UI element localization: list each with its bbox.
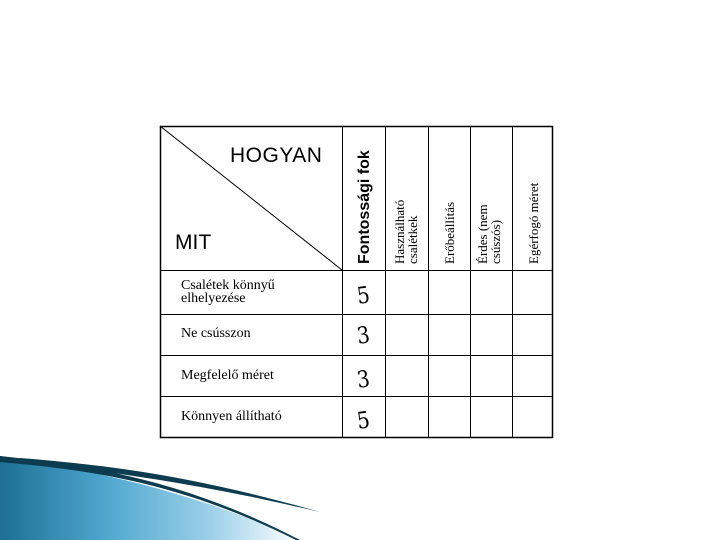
importance-score-value: 3 bbox=[354, 364, 372, 394]
importance-score bbox=[352, 280, 374, 310]
how-column-header bbox=[527, 183, 540, 264]
importance-score-value: 3 bbox=[354, 320, 372, 350]
decorative-swoosh bbox=[0, 456, 320, 540]
importance-score bbox=[352, 364, 374, 394]
row-label-line: Könnyen állítható bbox=[181, 409, 282, 424]
importance-header: Fontossági fok bbox=[356, 150, 373, 264]
how-column-header-line: Erőbeállítás bbox=[442, 201, 457, 264]
row-label bbox=[181, 369, 274, 382]
row-label-line: Megfelelő méret bbox=[181, 368, 274, 383]
corner-how-label: HOGYAN bbox=[230, 144, 323, 167]
importance-score bbox=[352, 405, 374, 435]
how-column-header bbox=[393, 200, 419, 264]
row-label bbox=[181, 327, 251, 340]
how-column-header-line: csalétkek bbox=[405, 215, 420, 264]
importance-score bbox=[352, 320, 374, 350]
corner-what-label: MIT bbox=[175, 231, 212, 254]
row-label-line: Csalétek könnyű bbox=[181, 278, 275, 293]
row-label-line: Ne csússzon bbox=[181, 326, 251, 341]
how-column-header-line: csúszós) bbox=[488, 219, 503, 264]
how-column-header-line: Érdes (nem bbox=[475, 204, 490, 264]
row-label bbox=[181, 279, 275, 305]
how-column-header-line: Használható bbox=[392, 199, 407, 264]
how-column-header bbox=[476, 204, 502, 264]
importance-score-value: 5 bbox=[354, 280, 372, 310]
how-column-header bbox=[443, 202, 456, 264]
row-label bbox=[181, 410, 282, 423]
importance-score-value: 5 bbox=[354, 405, 372, 435]
how-column-header-line: Egérfogó méret bbox=[526, 182, 541, 264]
row-label-line: elhelyezése bbox=[181, 291, 246, 306]
